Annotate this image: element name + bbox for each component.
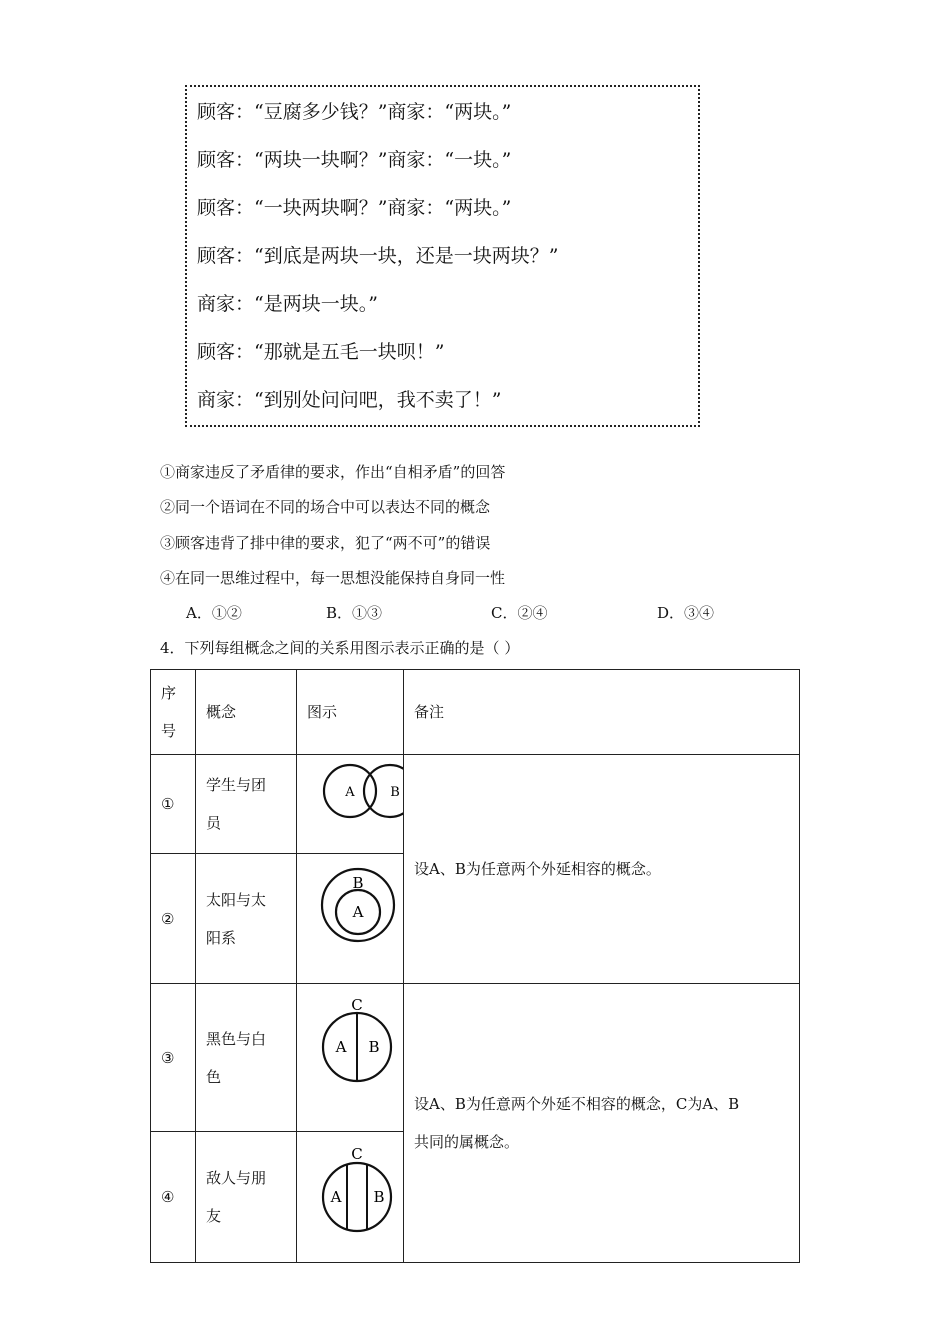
label-a: A bbox=[330, 1188, 342, 1206]
diagram-cell bbox=[297, 755, 404, 854]
row-number: ④ bbox=[151, 1132, 196, 1263]
dialogue-line: 商家：“是两块一块。” bbox=[197, 293, 378, 315]
note-cell-incompatible: 设A、B为任意两个外延不相容的概念，C为A、B 共同的属概念。 bbox=[404, 984, 800, 1263]
row-number: ③ bbox=[151, 984, 196, 1132]
dialogue-box bbox=[185, 85, 700, 427]
concept-cell: 黑色与白 色 bbox=[196, 984, 297, 1132]
statement-4: ④在同一思维过程中，每一思想没能保持自身同一性 bbox=[160, 569, 506, 587]
diagram-cell bbox=[297, 984, 404, 1132]
nested-circles-diagram bbox=[297, 854, 404, 983]
row-number: ② bbox=[151, 854, 196, 984]
option-d[interactable]: D．③④ bbox=[657, 604, 715, 622]
dialogue-line: 顾客：“一块两块啊？”商家：“两块。” bbox=[197, 197, 512, 219]
split-circle-diagram bbox=[297, 984, 404, 1131]
label-b: B bbox=[352, 874, 364, 892]
three-part-circle-diagram bbox=[297, 1132, 404, 1262]
question-4: 4．下列每组概念之间的关系用图示表示正确的是（ ） bbox=[160, 639, 520, 657]
concept-cell: 学生与团 员 bbox=[196, 755, 297, 854]
header-concept: 概念 bbox=[196, 670, 297, 755]
diagram-cell bbox=[297, 1132, 404, 1263]
label-c: C bbox=[351, 996, 363, 1014]
option-b[interactable]: B．①③ bbox=[326, 604, 383, 622]
option-a[interactable]: A．①② bbox=[186, 604, 242, 622]
statement-2: ②同一个语词在不同的场合中可以表达不同的概念 bbox=[160, 498, 491, 516]
label-b: B bbox=[368, 1038, 380, 1056]
label-a: A bbox=[335, 1038, 347, 1056]
concept-table bbox=[150, 669, 800, 1263]
concept-cell: 敌人与朋 友 bbox=[196, 1132, 297, 1263]
option-c[interactable]: C．②④ bbox=[491, 604, 548, 622]
statement-1: ①商家违反了矛盾律的要求，作出“自相矛盾”的回答 bbox=[160, 463, 506, 481]
table-row bbox=[151, 984, 800, 1132]
dialogue-line: 顾客：“到底是两块一块，还是一块两块？” bbox=[197, 245, 559, 267]
table-header-row bbox=[151, 670, 800, 755]
label-b: B bbox=[390, 785, 400, 800]
header-diagram: 图示 bbox=[297, 670, 404, 755]
overlap-circles-diagram bbox=[297, 755, 404, 853]
header-no: 序 号 bbox=[151, 670, 196, 755]
dialogue-line: 商家：“到别处问问吧，我不卖了！” bbox=[197, 389, 502, 411]
row-number: ① bbox=[151, 755, 196, 854]
dialogue-line: 顾客：“那就是五毛一块呗！” bbox=[197, 341, 445, 363]
dialogue-line: 顾客：“两块一块啊？”商家：“一块。” bbox=[197, 149, 512, 171]
concept-cell: 太阳与太 阳系 bbox=[196, 854, 297, 984]
label-a: A bbox=[345, 785, 355, 800]
dialogue-line: 顾客：“豆腐多少钱？”商家：“两块。” bbox=[197, 101, 512, 123]
header-note: 备注 bbox=[404, 670, 800, 755]
statement-3: ③顾客违背了排中律的要求，犯了“两不可”的错误 bbox=[160, 534, 491, 552]
table-row bbox=[151, 755, 800, 854]
note-cell-compatible: 设A、B为任意两个外延相容的概念。 bbox=[404, 755, 800, 984]
label-c: C bbox=[351, 1145, 363, 1163]
label-a: A bbox=[352, 903, 364, 921]
diagram-cell bbox=[297, 854, 404, 984]
label-b: B bbox=[373, 1188, 385, 1206]
